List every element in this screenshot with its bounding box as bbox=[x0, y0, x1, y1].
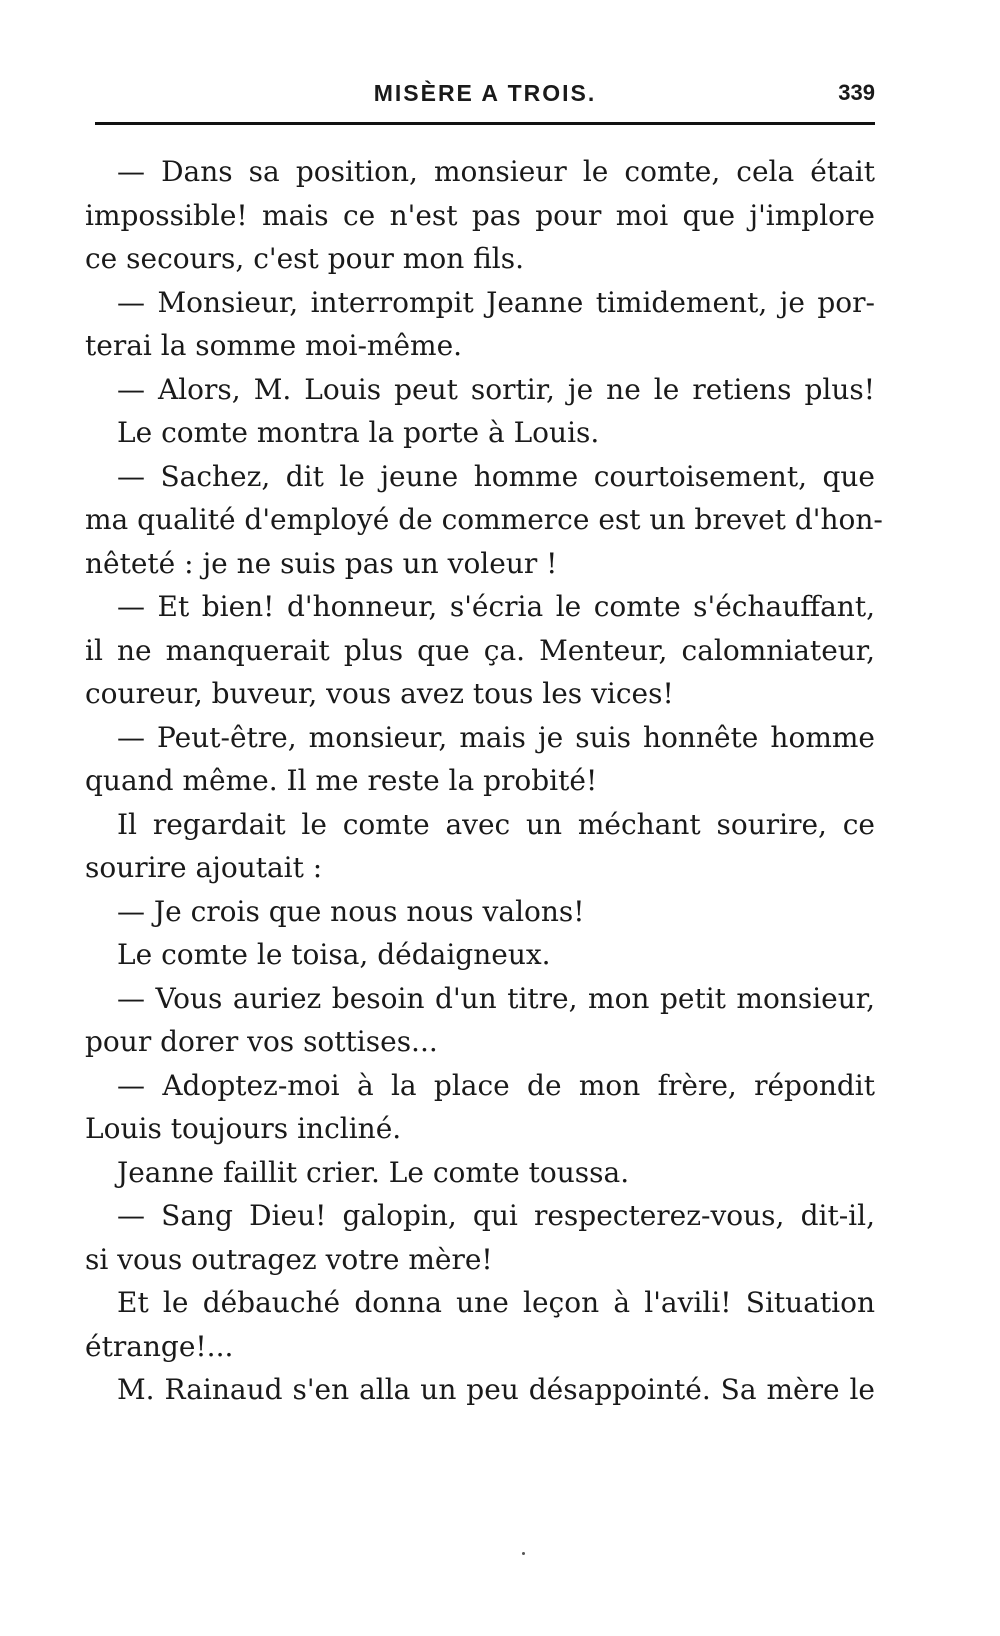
running-title: MISÈRE A TROIS. bbox=[373, 80, 597, 106]
text-line: — Adoptez-moi à la place de mon frère, répondit bbox=[117, 1068, 875, 1102]
text-line: — Dans sa position, monsieur le comte, cela était bbox=[117, 155, 875, 188]
text-line: Jeanne faillit crier. Le comte toussa. bbox=[117, 1155, 630, 1189]
text-line: — Monsieur, interrompit Jeanne timidement, je por- bbox=[117, 285, 875, 319]
text-line: étrange!... bbox=[85, 1329, 234, 1363]
text-line: Le comte montra la porte à Louis. bbox=[117, 416, 600, 449]
text-line: impossible! mais ce n'est pas pour moi que j'implore bbox=[85, 198, 875, 232]
text-line: sourire ajoutait : bbox=[85, 851, 323, 884]
text-line: — Peut-être, monsieur, mais je suis honnête homme bbox=[117, 720, 875, 754]
text-line: ma qualité d'employé de commerce est un brevet d'hon- bbox=[85, 503, 883, 536]
text-line: Louis toujours incliné. bbox=[85, 1112, 402, 1145]
text-line: — Je crois que nous nous valons! bbox=[117, 894, 585, 928]
text-line: terai la somme moi-même. bbox=[85, 329, 463, 362]
page-header bbox=[95, 72, 875, 125]
text-line: Le comte le toisa, dédaigneux. bbox=[117, 938, 551, 971]
text-line: nêteté : je ne suis pas un voleur ! bbox=[85, 546, 558, 580]
text-line: si vous outragez votre mère! bbox=[85, 1242, 493, 1276]
page-number: 339 bbox=[838, 80, 875, 105]
text-line: ce secours, c'est pour mon fils. bbox=[85, 242, 525, 275]
text-line: coureur, buveur, vous avez tous les vices! bbox=[85, 677, 674, 710]
text-line: il ne manquerait plus que ça. Menteur, calomniateur, bbox=[85, 633, 875, 667]
text-line: pour dorer vos sottises... bbox=[85, 1025, 438, 1058]
text-line: M. Rainaud s'en alla un peu désappointé. Sa mère le bbox=[117, 1373, 875, 1406]
text-line: — Alors, M. Louis peut sortir, je ne le retiens plus! bbox=[117, 372, 875, 406]
text-line: quand même. Il me reste la probité! bbox=[85, 764, 598, 797]
print-speck bbox=[522, 1552, 525, 1555]
text-line: Il regardait le comte avec un méchant sourire, ce bbox=[117, 807, 875, 841]
text-line: — Vous auriez besoin d'un titre, mon petit monsieur, bbox=[117, 981, 875, 1015]
text-line: — Sang Dieu! galopin, qui respecterez-vous, dit-il, bbox=[117, 1199, 875, 1232]
body-text bbox=[85, 150, 883, 1412]
text-line: Et le débauché donna une leçon à l'avili! Situation bbox=[117, 1286, 875, 1319]
text-line: — Sachez, dit le jeune homme courtoisement, que bbox=[117, 459, 875, 493]
text-line: — Et bien! d'honneur, s'écria le comte s'échauffant, bbox=[117, 590, 875, 623]
